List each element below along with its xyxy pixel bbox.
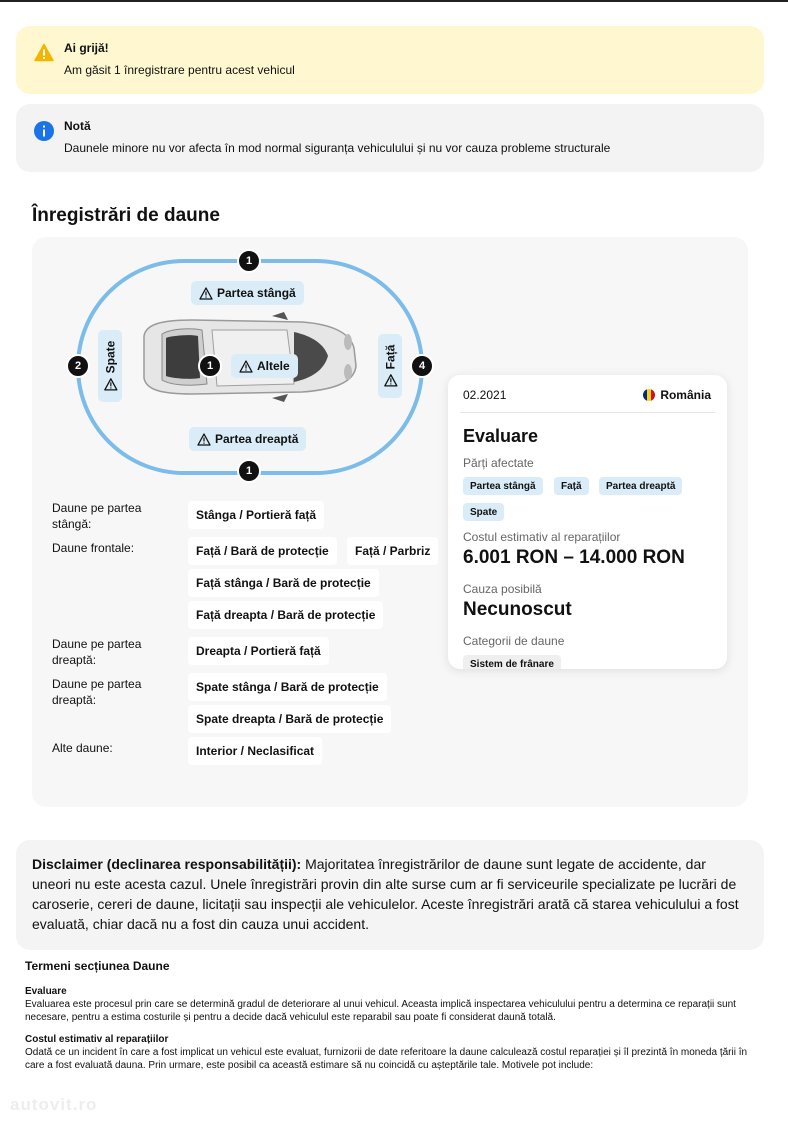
- damage-item: Față / Parbriz: [347, 537, 438, 565]
- damage-item: Dreapta / Portieră față: [188, 637, 329, 665]
- terms-evaluation-title: Evaluare: [25, 986, 67, 997]
- affected-part-tag: Partea stângă: [463, 477, 543, 495]
- damage-item: Spate stânga / Bară de protecție: [188, 673, 387, 701]
- zone-right-side-pill[interactable]: [189, 427, 306, 451]
- zone-left-side-pill[interactable]: [191, 281, 304, 305]
- damage-item: Față stânga / Bară de protecție: [188, 569, 379, 597]
- disclaimer-title: Disclaimer (declinarea responsabilității):: [32, 856, 302, 872]
- cause-label: Cauza posibilă: [463, 582, 542, 596]
- disclaimer-text: Majoritatea înregistrărilor de daune sunt legate de accidente, dar uneori nu este acesta cazul. Unele înregistrări provin din alte surse cum ar fi serviceurile specializate pe lucrări de caroserie, cereri de daune, licitații sau inspecții ale vehiculelor. Aceste înregistrări arată că starea vehiculului a fost evaluată, chiar dacă nu a fost din cauza unui accident.: [32, 856, 739, 932]
- disclaimer-box: [16, 840, 764, 950]
- damage-group-label: Daune pe partea dreaptă:: [52, 637, 142, 667]
- record-country: [643, 388, 711, 402]
- zone-rear-label: Spate: [103, 340, 117, 374]
- watermark-logo: autovit.ro: [10, 1095, 98, 1114]
- record-date: 02.2021: [463, 388, 507, 402]
- zone-right-side-label: Partea dreaptă: [215, 432, 299, 446]
- note-alert: [16, 104, 764, 172]
- warning-triangle-icon: [383, 374, 397, 387]
- warning-text: Am găsit 1 înregistrare pentru acest vehicul: [64, 63, 295, 77]
- damage-item: Față dreapta / Bară de protecție: [188, 601, 383, 629]
- top-border: [0, 0, 788, 2]
- affected-part-tag: Partea dreaptă: [599, 477, 682, 495]
- terms-section: [25, 960, 765, 1081]
- note-title: Notă: [64, 119, 91, 133]
- info-icon: [34, 121, 54, 141]
- categories-label: Categorii de daune: [463, 634, 565, 648]
- record-country-label: România: [660, 388, 711, 402]
- cost-label: Costul estimativ al reparațiilor: [463, 530, 621, 544]
- category-tag: Sistem de frânare: [463, 655, 561, 669]
- zone-front-pill[interactable]: [378, 334, 402, 398]
- romania-flag-icon: [643, 389, 655, 401]
- warning-triangle-icon: [197, 433, 211, 446]
- warning-triangle-icon: [239, 360, 253, 373]
- zone-left-side-count: 1: [237, 249, 261, 273]
- terms-title: Termeni secțiunea Daune: [25, 959, 170, 973]
- zone-left-side-label: Partea stângă: [217, 286, 296, 300]
- damage-group-label: Daune pe partea dreaptă:: [52, 677, 142, 707]
- cause-value: Necunoscut: [463, 599, 572, 620]
- section-title: Înregistrări de daune: [32, 205, 220, 226]
- zone-rear-count: 2: [66, 354, 90, 378]
- affected-part-tag: Față: [554, 477, 589, 495]
- terms-evaluation-text: Evaluarea este procesul prin care se determină gradul de deteriorare al unui vehicul. Aceasta implică inspectarea vehiculului pentru a determina ce reparații sunt necesare, pentru a estima costurile și pentru a decide dacă vehiculul este reparabil sau poate fi considerat daună totală.: [25, 999, 736, 1023]
- warning-alert: [16, 26, 764, 94]
- warning-triangle-icon: [103, 378, 117, 391]
- damage-record-card[interactable]: [448, 375, 727, 669]
- record-heading: Evaluare: [463, 426, 539, 446]
- damage-item: Față / Bară de protecție: [188, 537, 337, 565]
- cost-value: 6.001 RON – 14.000 RON: [463, 547, 685, 568]
- damage-group-label: Daune frontale:: [52, 541, 135, 555]
- zone-other-pill[interactable]: [231, 354, 298, 378]
- warning-triangle-icon: [199, 287, 213, 300]
- warning-icon: [34, 43, 54, 63]
- affected-part-tag: Spate: [463, 503, 504, 521]
- damage-group-label: Alte daune:: [52, 741, 113, 755]
- terms-cost-title: Costul estimativ al reparațiilor: [25, 1034, 169, 1045]
- zone-front-count: 4: [410, 354, 434, 378]
- zone-other-label: Altele: [257, 359, 290, 373]
- warning-title: Ai grijă!: [64, 41, 109, 55]
- damage-item: Stânga / Portieră față: [188, 501, 324, 529]
- zone-right-side-count: 1: [237, 459, 261, 483]
- terms-cost-text: Odată ce un incident în care a fost implicat un vehicul este evaluat, furnizorii de date referitoare la daune calculează costul reparației și îl prezintă în moneda țării în care a fost evaluată dauna. Prin urmare, este posibil ca această estimare să nu coincidă cu așteptările tale. Motivele pot include:: [25, 1047, 748, 1071]
- damage-item: Spate dreapta / Bară de protecție: [188, 705, 391, 733]
- zone-front-label: Față: [383, 344, 397, 370]
- zone-rear-pill[interactable]: [98, 330, 122, 402]
- damage-group-label: Daune pe partea stângă:: [52, 501, 142, 531]
- affected-parts-label: Părți afectate: [463, 456, 534, 470]
- zone-other-count: 1: [198, 354, 222, 378]
- damage-item: Interior / Neclasificat: [188, 737, 322, 765]
- divider: [460, 412, 715, 413]
- note-text: Daunele minore nu vor afecta în mod normal siguranța vehiculului și nu vor cauza probleme structurale: [64, 141, 611, 155]
